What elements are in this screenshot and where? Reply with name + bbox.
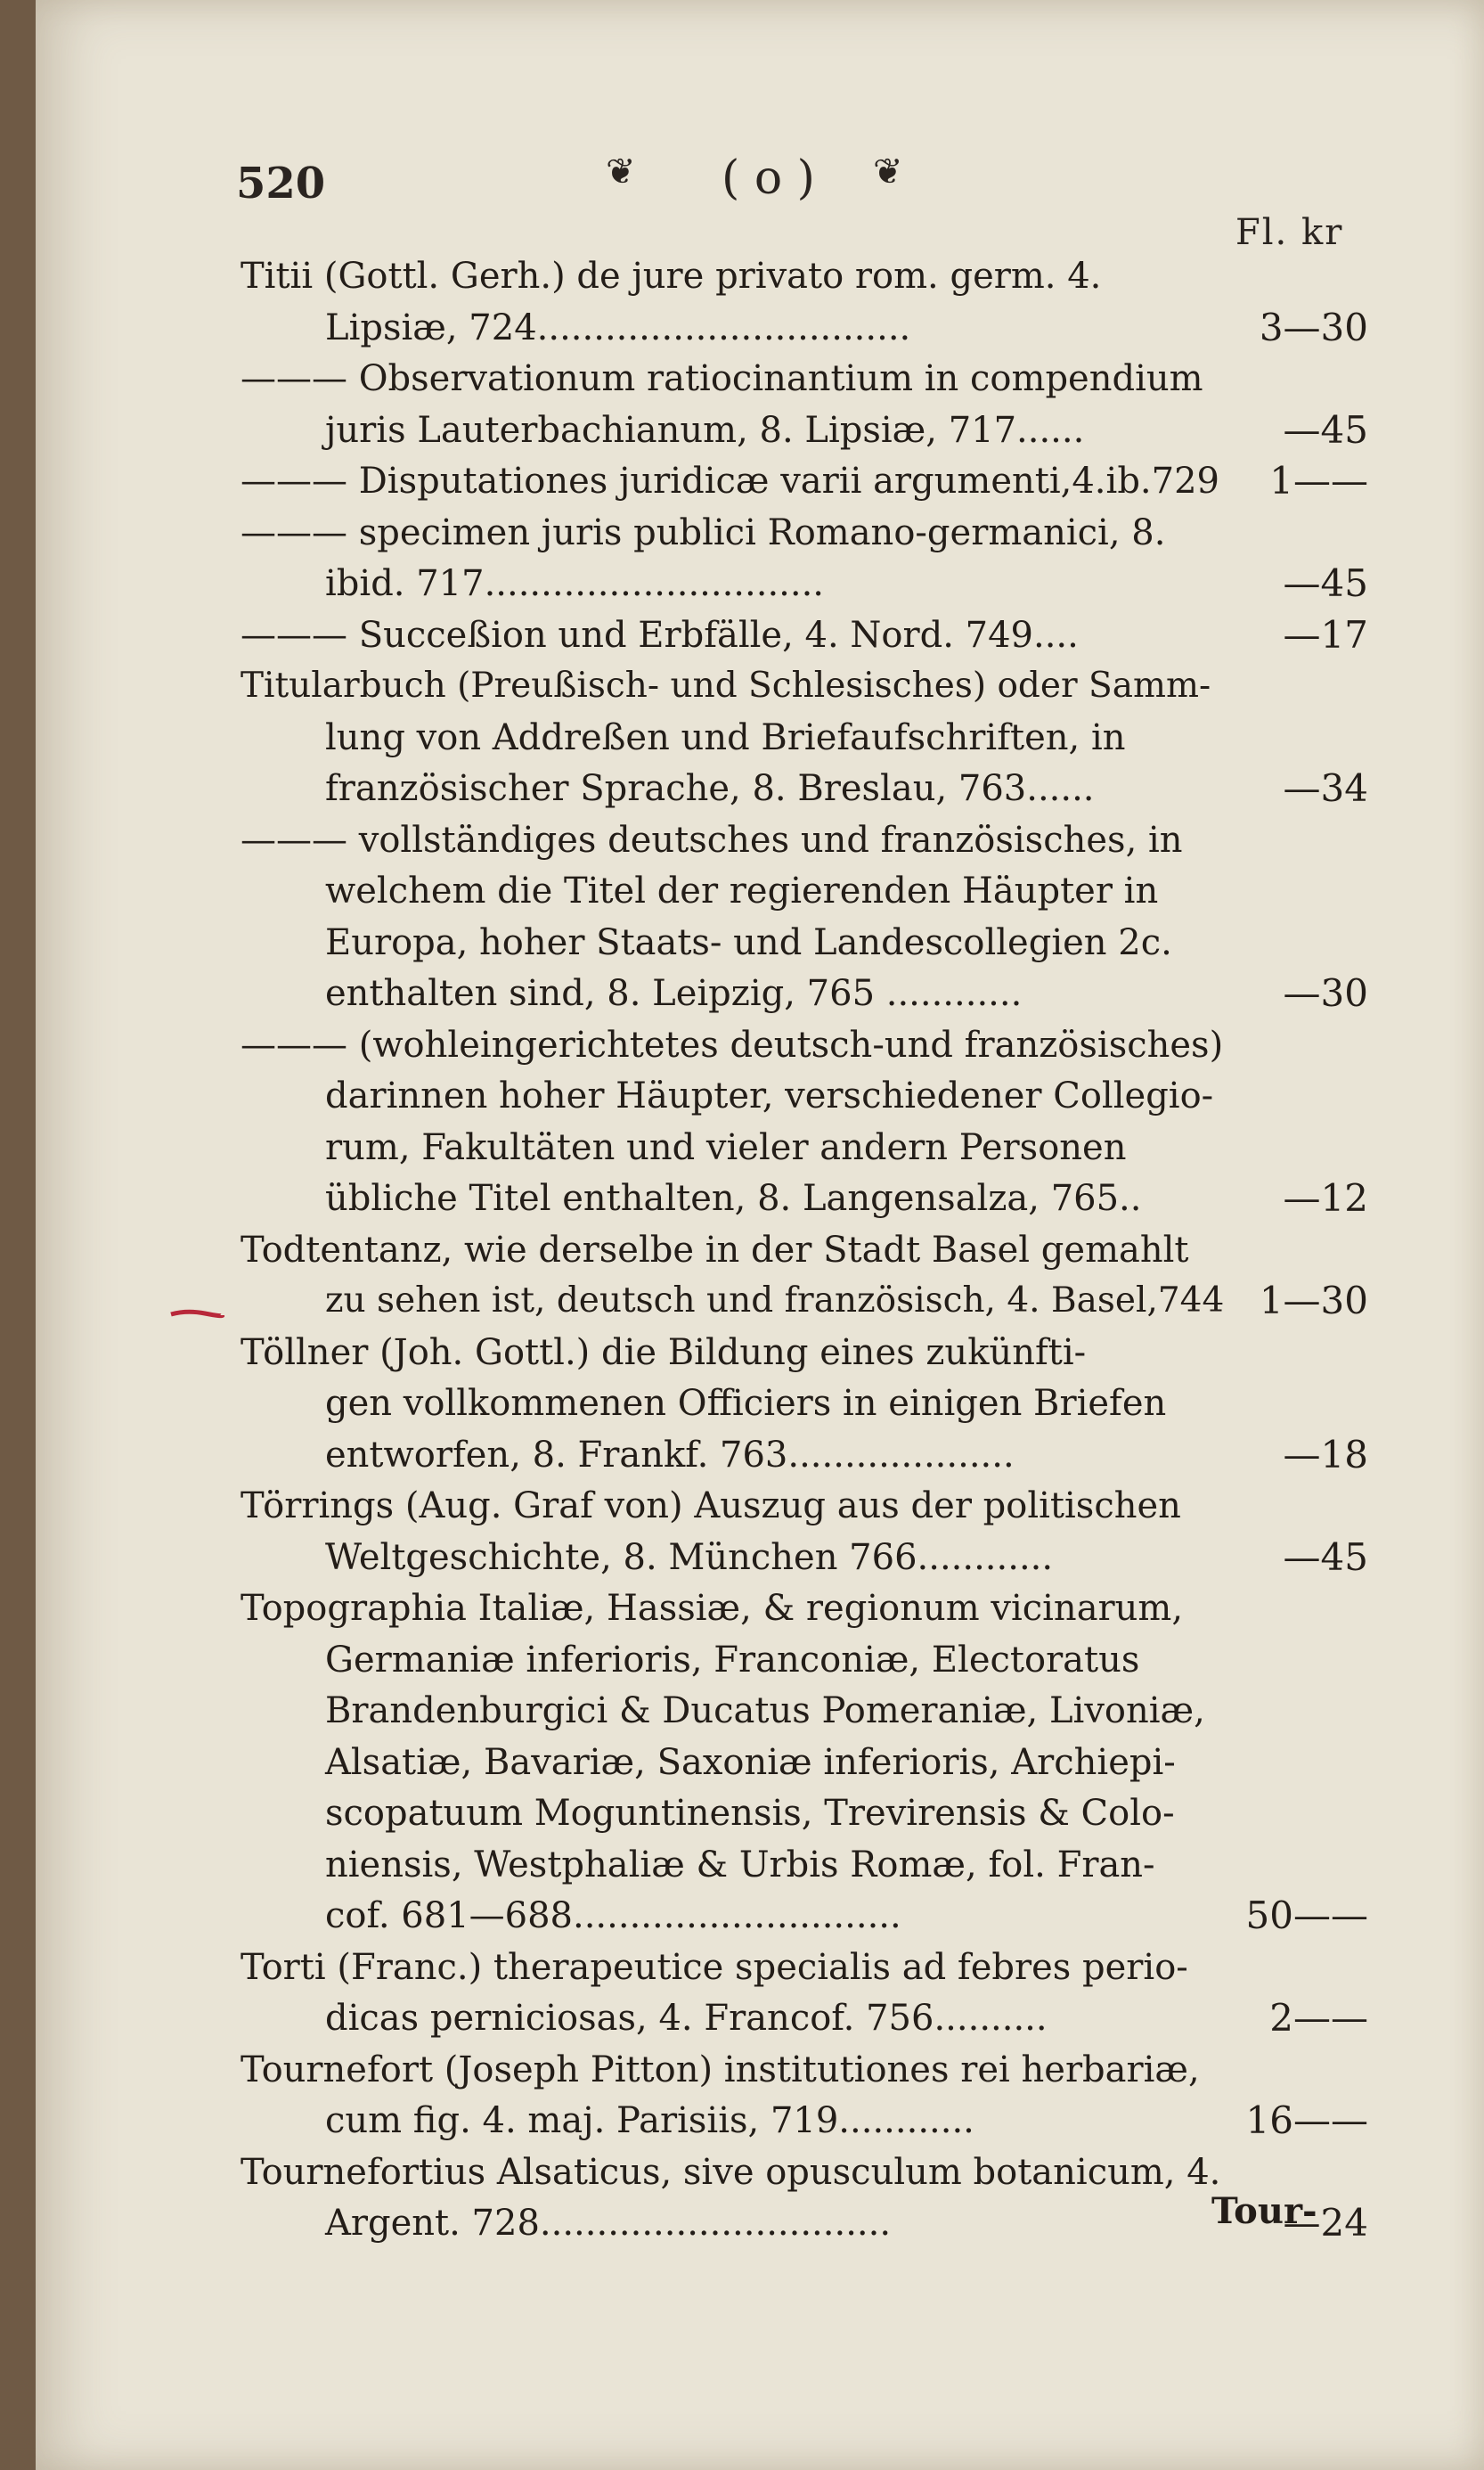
entry-price: —12 [1283, 1176, 1368, 1220]
entry-text: cof. 681—688............................. [325, 1895, 901, 1936]
entry-price: 1—30 [1259, 1279, 1368, 1322]
entry-text: ibid. 717.............................. [325, 563, 825, 604]
catalogue-line [36, 916, 1484, 969]
entry-text: scopatuum Moguntinensis, Trevirensis & Colo- [325, 1793, 1175, 1834]
entry-price: 16—— [1245, 2098, 1368, 2142]
catalogue-line [36, 1172, 1484, 1225]
entry-text: dicas perniciosas, 4. Francof. 756.......... [325, 1998, 1048, 2039]
catalogue-line [36, 1787, 1484, 1840]
entry-price: —24 [1283, 2201, 1368, 2245]
entry-text: Argent. 728............................... [325, 2203, 892, 2244]
catalogue-line [36, 557, 1484, 610]
ornament-right-icon: ❦ [873, 151, 903, 192]
entry-text: Titii (Gottl. Gerh.) de jure privato rom. germ. 4. [241, 256, 1102, 297]
catalogue-line [36, 454, 1484, 508]
catalogue-line [36, 967, 1484, 1020]
catalogue-line [36, 1684, 1484, 1738]
catalogue-line [36, 1479, 1484, 1533]
entry-text: Alsatiæ, Bavariæ, Saxoniæ inferioris, Archiepi- [325, 1741, 1176, 1783]
entry-text: entworfen, 8. Frankf. 763.................... [325, 1434, 1015, 1476]
entry-price: —18 [1283, 1432, 1368, 1476]
catalogue-line [36, 506, 1484, 560]
signature-mark: ( o ) [722, 151, 815, 205]
entry-text: Törrings (Aug. Graf von) Auszug aus der politischen [241, 1485, 1181, 1526]
catchword: Tour- [1211, 2190, 1317, 2232]
entry-text: enthalten sind, 8. Leipzig, 765 ............ [325, 973, 1023, 1014]
catalogue-line [36, 1274, 1484, 1328]
entry-text: Torti (Franc.) therapeutice specialis ad febres perio- [241, 1946, 1188, 1988]
entry-text: Tournefort (Joseph Pitton) institutiones rei herbariæ, [241, 2049, 1200, 2090]
entry-price: 3—30 [1259, 305, 1368, 349]
entry-price: —30 [1283, 971, 1368, 1015]
book-page [36, 0, 1484, 2470]
entry-price: 50—— [1245, 1893, 1368, 1937]
catalogue-line [36, 1633, 1484, 1687]
entry-text: darinnen hoher Häupter, verschiedener Collegio- [325, 1076, 1214, 1116]
entry-text: rum, Fakultäten und vieler andern Personen [325, 1126, 1127, 1168]
entry-price: —34 [1283, 766, 1368, 810]
entry-text: ——— Observationum ratiocinantium in compendium [241, 358, 1203, 399]
entry-text: Weltgeschichte, 8. München 766............ [325, 1536, 1054, 1578]
entry-text: welchem die Titel der regierenden Häupter in [325, 871, 1159, 912]
entry-text: ——— (wohleingerichtetes deutsch-und französisches) [241, 1024, 1224, 1066]
catalogue-line [36, 1428, 1484, 1482]
entry-text: Todtentanz, wie derselbe in der Stadt Basel gemahlt [241, 1229, 1189, 1271]
entry-text: lung von Addreßen und Briefaufschriften, in [325, 716, 1126, 758]
entry-price: 1—— [1269, 459, 1368, 503]
catalogue-line [36, 609, 1484, 662]
entry-text: Europa, hoher Staats- und Landescollegien 2c. [325, 921, 1172, 963]
entry-text: niensis, Westphaliæ & Urbis Romæ, fol. Fran- [325, 1844, 1155, 1885]
entry-text: Brandenburgici & Ducatus Pomeraniæ, Livoniæ, [325, 1690, 1205, 1731]
catalogue-line [36, 711, 1484, 765]
entry-text: Germaniæ inferioris, Franconiæ, Electoratus [325, 1639, 1140, 1681]
entry-text: französischer Sprache, 8. Breslau, 763...... [325, 768, 1095, 809]
catalogue-line [36, 1377, 1484, 1430]
entry-price: 2—— [1269, 1996, 1368, 2040]
catalogue-line [36, 659, 1484, 713]
entry-text: ——— specimen juris publici Romano-germanici, 8. [241, 511, 1166, 553]
entry-text: gen vollkommenen Officiers in einigen Briefen [325, 1383, 1167, 1424]
entry-text: ——— Succeßion und Erbfälle, 4. Nord. 749.... [241, 614, 1079, 656]
entry-price: —45 [1283, 407, 1368, 452]
page-number: 520 [236, 159, 326, 209]
catalogue-line [36, 1838, 1484, 1892]
entry-text: ——— Disputationes juridicæ varii argumenti,4.ib.729 [241, 461, 1219, 502]
entry-text: Topographia Italiæ, Hassiæ, & regionum vicinarum, [241, 1588, 1184, 1629]
catalogue-line [36, 1992, 1484, 2045]
catalogue-line [36, 762, 1484, 815]
entry-text: cum fig. 4. maj. Parisiis, 719............ [325, 2100, 974, 2141]
catalogue-line [36, 352, 1484, 405]
catalogue-line [36, 1223, 1484, 1277]
catalogue-line [36, 864, 1484, 918]
entry-text: zu sehen ist, deutsch und französisch, 4. Basel,744 [325, 1280, 1225, 1321]
entry-price: —17 [1283, 612, 1368, 657]
catalogue-line [36, 1018, 1484, 1072]
entry-price: —45 [1283, 561, 1368, 605]
entry-text: Titularbuch (Preußisch- und Schlesisches) oder Samm- [241, 666, 1211, 706]
catalogue-line [36, 1582, 1484, 1635]
catalogue-line [36, 1941, 1484, 1994]
catalogue-line [36, 814, 1484, 867]
catalogue-line [36, 1326, 1484, 1379]
entry-text: Töllner (Joh. Gottl.) die Bildung eines zukünfti- [241, 1331, 1087, 1373]
price-column-heading: Fl. kr [1235, 212, 1344, 253]
entry-price: —45 [1283, 1534, 1368, 1579]
catalogue-line [36, 404, 1484, 457]
catalogue-line [36, 1736, 1484, 1789]
catalogue-line [36, 1121, 1484, 1174]
catalogue-line [36, 1069, 1484, 1123]
catalogue-line [36, 249, 1484, 303]
entry-text: Tournefortius Alsaticus, sive opusculum botanicum, 4. [241, 2151, 1221, 2193]
entry-text: juris Lauterbachianum, 8. Lipsiæ, 717...... [325, 409, 1085, 451]
catalogue-line [36, 2043, 1484, 2097]
entry-text: übliche Titel enthalten, 8. Langensalza, 765.. [325, 1178, 1142, 1219]
catalogue-line [36, 2094, 1484, 2147]
catalogue-line [36, 1531, 1484, 1584]
catalogue-line [36, 1889, 1484, 1942]
catalogue-line [36, 301, 1484, 355]
entry-text: Lipsiæ, 724................................. [325, 307, 911, 348]
entry-text: ——— vollständiges deutsches und französisches, in [241, 819, 1183, 861]
ornament-left-icon: ❦ [606, 151, 636, 192]
